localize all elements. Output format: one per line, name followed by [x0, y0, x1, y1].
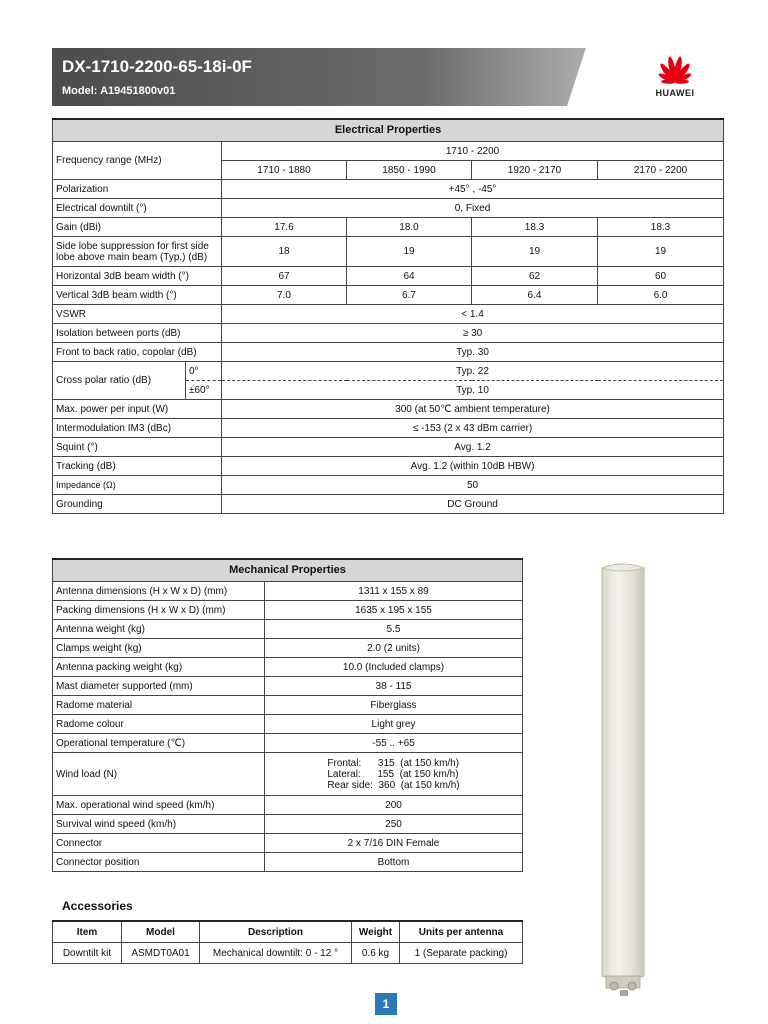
tracking-label: Tracking (dB)	[53, 457, 222, 476]
mech-value: 1635 x 195 x 155	[265, 601, 523, 620]
mech-label: Antenna dimensions (H x W x D) (mm)	[53, 582, 265, 601]
acc-header: Units per antenna	[400, 921, 523, 943]
mech-label: Radome material	[53, 696, 265, 715]
band-2: 1850 - 1990	[347, 161, 472, 180]
impedance-label: Impedance (Ω)	[53, 476, 222, 495]
mech-value: Bottom	[265, 853, 523, 872]
impedance-value: 50	[222, 476, 724, 495]
front-to-back-label: Front to back ratio, copolar (dB)	[53, 343, 222, 362]
acc-cell: 0.6 kg	[352, 943, 400, 964]
vbw-value: 6.7	[347, 286, 472, 305]
polarization-label: Polarization	[53, 180, 222, 199]
im3-label: Intermodulation IM3 (dBc)	[53, 419, 222, 438]
mech-label: Max. operational wind speed (km/h)	[53, 796, 265, 815]
wind-load-lines	[327, 758, 459, 791]
sidelobe-value: 19	[598, 237, 724, 267]
gain-label: Gain (dBi)	[53, 218, 222, 237]
sidelobe-value: 18	[222, 237, 347, 267]
product-model: Model: A19451800v01	[62, 85, 176, 97]
acc-cell: ASMDT0A01	[122, 943, 200, 964]
mech-label: Operational temperature (℃)	[53, 734, 265, 753]
mech-label: Connector	[53, 834, 265, 853]
wind-load-value	[265, 753, 523, 796]
mech-label: Connector position	[53, 853, 265, 872]
wind-frontal: Frontal: 315 (at 150 km/h)	[327, 757, 460, 769]
mech-label: Mast diameter supported (mm)	[53, 677, 265, 696]
electrical-properties-table	[52, 118, 724, 514]
vbw-value: 6.4	[472, 286, 598, 305]
huawei-logo	[647, 54, 703, 100]
huawei-petal-icon	[654, 54, 696, 88]
acc-cell: Downtilt kit	[53, 943, 122, 964]
squint-label: Squint (°)	[53, 438, 222, 457]
antenna-illustration	[596, 558, 648, 1000]
accessories-title: Accessories	[62, 899, 133, 913]
vbw-value: 7.0	[222, 286, 347, 305]
sidelobe-value: 19	[347, 237, 472, 267]
power-label: Max. power per input (W)	[53, 400, 222, 419]
page-number-badge: 1	[375, 993, 397, 1015]
mech-value: 1311 x 155 x 89	[265, 582, 523, 601]
grounding-value: DC Ground	[222, 495, 724, 514]
electrical-section-title: Electrical Properties	[53, 119, 724, 142]
acc-header: Item	[53, 921, 122, 943]
mech-label: Survival wind speed (km/h)	[53, 815, 265, 834]
accessories-table	[52, 920, 523, 964]
wind-load-label: Wind load (N)	[53, 753, 265, 796]
hbw-value: 67	[222, 267, 347, 286]
sidelobe-value: 19	[472, 237, 598, 267]
antenna-image	[596, 558, 648, 1000]
gain-value: 18.3	[472, 218, 598, 237]
frequency-overall: 1710 - 2200	[222, 142, 724, 161]
band-3: 1920 - 2170	[472, 161, 598, 180]
vswr-value: < 1.4	[222, 305, 724, 324]
header-banner	[52, 48, 725, 106]
wind-rear: Rear side: 360 (at 150 km/h)	[327, 779, 460, 791]
mech-label: Clamps weight (kg)	[53, 639, 265, 658]
im3-value: ≤ -153 (2 x 43 dBm carrier)	[222, 419, 724, 438]
isolation-label: Isolation between ports (dB)	[53, 324, 222, 343]
cross-polar-value: Typ. 10	[222, 381, 724, 400]
hbw-value: 64	[347, 267, 472, 286]
hbw-value: 60	[598, 267, 724, 286]
acc-header: Model	[122, 921, 200, 943]
product-title: DX-1710-2200-65-18i-0F	[62, 57, 252, 76]
sidelobe-label: Side lobe suppression for first side lobe above main beam (Typ.) (dB)	[53, 237, 222, 267]
cross-polar-angle: 0°	[186, 362, 222, 381]
front-to-back-value: Typ. 30	[222, 343, 724, 362]
mechanical-properties-table	[52, 558, 523, 872]
gain-value: 17.6	[222, 218, 347, 237]
hbw-label: Horizontal 3dB beam width (°)	[53, 267, 222, 286]
band-4: 2170 - 2200	[598, 161, 724, 180]
gain-value: 18.3	[598, 218, 724, 237]
mech-value: 10.0 (Included clamps)	[265, 658, 523, 677]
mech-value: 2 x 7/16 DIN Female	[265, 834, 523, 853]
mech-value: -55 .. +65	[265, 734, 523, 753]
downtilt-value: 0, Fixed	[222, 199, 724, 218]
hbw-value: 62	[472, 267, 598, 286]
vswr-label: VSWR	[53, 305, 222, 324]
squint-value: Avg. 1.2	[222, 438, 724, 457]
band-1: 1710 - 1880	[222, 161, 347, 180]
polarization-value: +45° , -45°	[222, 180, 724, 199]
acc-cell: 1 (Separate packing)	[400, 943, 523, 964]
mech-value: Light grey	[265, 715, 523, 734]
vbw-value: 6.0	[598, 286, 724, 305]
mech-value: 38 - 115	[265, 677, 523, 696]
acc-cell: Mechanical downtilt: 0 - 12 °	[200, 943, 352, 964]
mech-value: Fiberglass	[265, 696, 523, 715]
mech-value: 250	[265, 815, 523, 834]
tracking-value: Avg. 1.2 (within 10dB HBW)	[222, 457, 724, 476]
logo-wordmark: HUAWEI	[655, 88, 695, 98]
cross-polar-angle: ±60°	[186, 381, 222, 400]
mech-value: 2.0 (2 units)	[265, 639, 523, 658]
vbw-label: Vertical 3dB beam width (°)	[53, 286, 222, 305]
acc-header: Weight	[352, 921, 400, 943]
wind-lateral: Lateral: 155 (at 150 km/h)	[327, 768, 459, 780]
power-value: 300 (at 50℃ ambient temperature)	[222, 400, 724, 419]
downtilt-label: Electrical downtilt (°)	[53, 199, 222, 218]
frequency-label: Frequency range (MHz)	[53, 142, 222, 180]
gain-value: 18.0	[347, 218, 472, 237]
mechanical-section-title: Mechanical Properties	[53, 559, 523, 582]
cross-polar-value: Typ. 22	[222, 362, 724, 381]
grounding-label: Grounding	[53, 495, 222, 514]
cross-polar-label: Cross polar ratio (dB)	[53, 362, 186, 400]
mech-label: Antenna packing weight (kg)	[53, 658, 265, 677]
mech-value: 5.5	[265, 620, 523, 639]
isolation-value: ≥ 30	[222, 324, 724, 343]
acc-header: Description	[200, 921, 352, 943]
mech-label: Packing dimensions (H x W x D) (mm)	[53, 601, 265, 620]
mech-value: 200	[265, 796, 523, 815]
mech-label: Antenna weight (kg)	[53, 620, 265, 639]
mech-label: Radome colour	[53, 715, 265, 734]
